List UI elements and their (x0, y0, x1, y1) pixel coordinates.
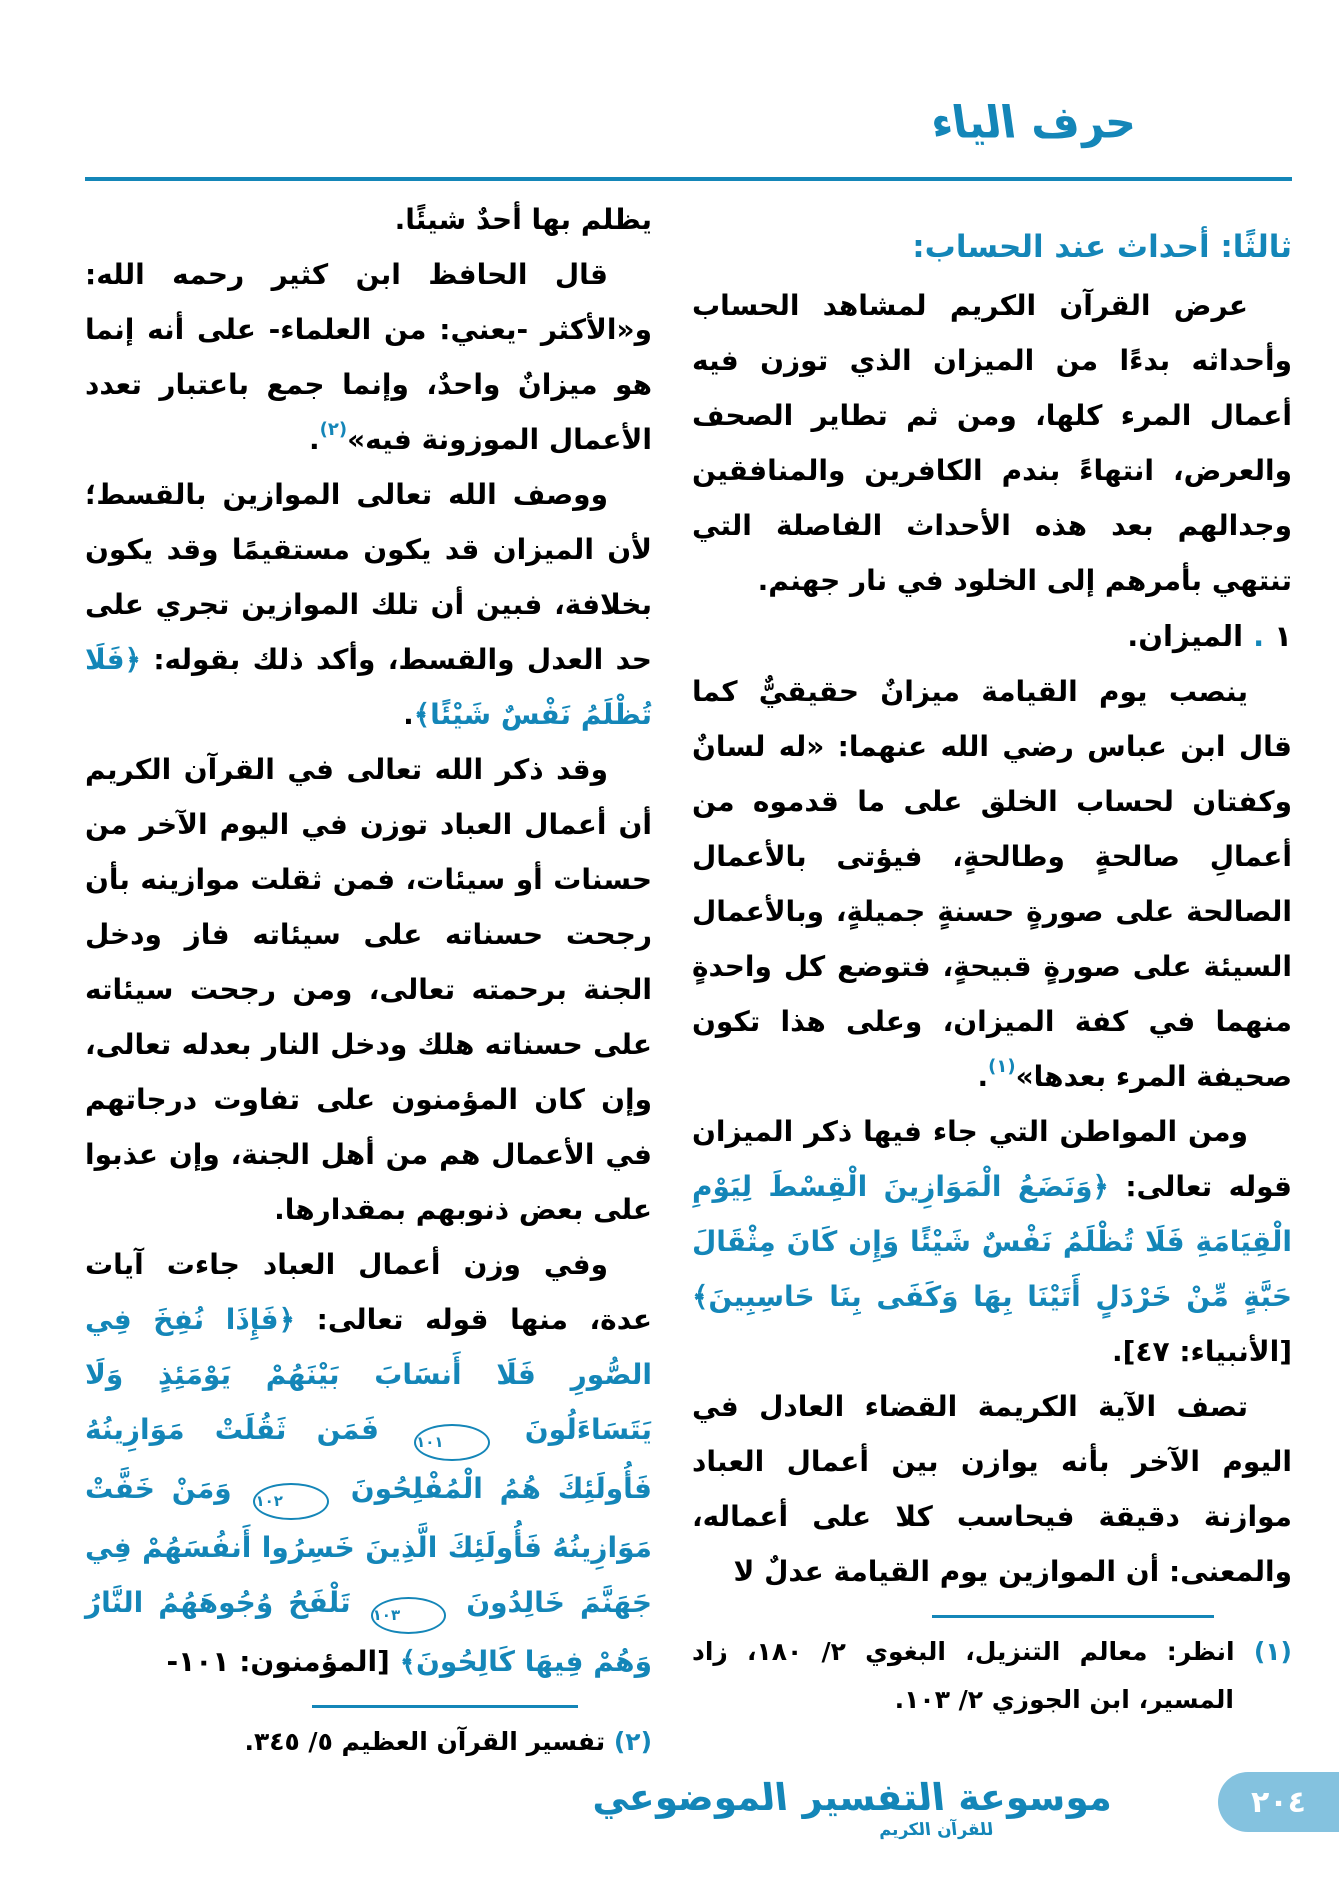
text-run: تصف الآية الكريمة القضاء العادل في اليوم الآخر بأنه يوازن بين أعمال العباد موازنة دقيقة فيحاسب كلا على أعماله، والمعنى: أن الموازين يوم القيامة عدلٌ لا (692, 1390, 1292, 1588)
section-heading: ثالثًا: أحداث عند الحساب: (912, 229, 1292, 265)
paragraph (692, 664, 1292, 1104)
logo-subtitle: للقرآن الكريم (877, 1819, 995, 1840)
text-run: . (308, 423, 320, 456)
text-run: . (977, 1060, 989, 1093)
footnote (85, 1718, 652, 1766)
footnote-rule (932, 1615, 1214, 1618)
text-run: (٢) (605, 1727, 652, 1756)
quran-verse: فَمَن ثَقُلَتْ مَوَازِينُهُ فَأُولَئِكَ هُمُ الْمُفْلِحُونَ (85, 1413, 653, 1505)
column-right (692, 192, 1292, 1766)
paragraph (85, 192, 652, 247)
text-run: [الأنبياء: ٤٧]. (1111, 1335, 1292, 1368)
text-run: يظلم بها أحدٌ شيئًا. (394, 203, 652, 236)
ayah-number-medallion: ١٠١ (414, 1424, 489, 1461)
paragraph (692, 278, 1292, 608)
paragraph (692, 1104, 1292, 1379)
publisher-logo (589, 1776, 1114, 1840)
text-run: ١ (1274, 619, 1292, 653)
subsection-heading (692, 608, 1292, 664)
text-run: (١) (1234, 1637, 1292, 1666)
header-rule (85, 177, 1292, 181)
ayah-number-medallion: ١٠٢ (253, 1483, 328, 1520)
footnote-ref: (١) (988, 1056, 1016, 1077)
text-run: انظر: معالم التنزيل، البغوي ٢/ ١٨٠، زاد المسير، ابن الجوزي ٢/ ١٠٣. (692, 1637, 1235, 1714)
logo-title: موسوعة التفسير الموضوعي (589, 1776, 1114, 1819)
footnote-rule (312, 1705, 578, 1708)
text-run: ووصف الله تعالى الموازين بالقسط؛ لأن الميزان قد يكون مستقيمًا وقد يكون بخلافة، فبين أن تلك الموازين تجري على حد العدل والقسط، وأكد ذلك بقوله: (85, 478, 652, 676)
text-run: . (1243, 619, 1275, 653)
text-run: وقد ذكر الله تعالى في القرآن الكريم أن أعمال العباد توزن في اليوم الآخر من حسنات أو سيئات، فمن ثقلت موازينه بأن رجحت حسناته على سيئاته فاز ودخل الجنة برحمته تعالى، ومن رجحت سيئاته على حسناته هلك ودخل النار بعدله تعالى، وإن كان المؤمنون على تفاوت درجاتهم في الأعمال هم من أهل الجنة، وإن عذبوا على بعض ذنوبهم بمقدارها. (85, 753, 652, 1226)
quran-verse: ﴿فَلَا تُظْلَمُ نَفْسٌ شَيْئًا﴾ (85, 643, 652, 731)
text-run: عرض القرآن الكريم لمشاهد الحساب وأحداثه بدءًا من الميزان الذي توزن فيه أعمال المرء كلها، ومن ثم تطاير الصحف والعرض، انتهاءً بندم الكافرين والمنافقين وجدالهم بعد هذه الأحداث الفاصلة التي تنتهي بأمرهم إلى الخلود في نار جهنم. (692, 289, 1292, 597)
footnote (692, 1628, 1292, 1724)
text-run: . (403, 698, 414, 731)
page-title: حرف الياء (927, 96, 1139, 149)
quran-verse: ﴿وَنَضَعُ الْمَوَازِينَ الْقِسْطَ لِيَوْمِ الْقِيَامَةِ فَلَا تُظْلَمُ نَفْسٌ شَيْئًا وَإِن كَانَ مِثْقَالَ حَبَّةٍ مِّنْ خَرْدَلٍ أَتَيْنَا بِهَا وَكَفَى بِنَا حَاسِبِينَ﴾ (692, 1170, 1292, 1313)
text-run: ينصب يوم القيامة ميزانٌ حقيقيٌّ كما قال ابن عباس رضي الله عنهما: «له لسانٌ وكفتان لحساب الخلق على ما قدموه من أعمالِ صالحةٍ وطالحةٍ، فيؤتى بالأعمال الصالحة على صورةٍ حسنةٍ جميلةٍ، وبالأعمال السيئة على صورةٍ قبيحةٍ، فتوضع كل واحدةٍ منهما في كفة الميزان، وعلى هذا تكون صحيفة المرء بعدها» (692, 675, 1292, 1093)
text-run: وفي وزن أعمال العباد جاءت آيات عدة، منها قوله تعالى: (85, 1248, 652, 1336)
quran-verse: وَمَنْ خَفَّتْ مَوَازِينُهُ فَأُولَئِكَ الَّذِينَ خَسِرُوا أَنفُسَهُمْ فِي جَهَنَّمَ خَالِدُونَ (85, 1472, 652, 1619)
text-run: ومن المواطن التي جاء فيها ذكر الميزان قوله تعالى: (692, 1115, 1292, 1203)
paragraph (85, 742, 652, 1237)
paragraph (692, 1379, 1292, 1599)
text-run: قال الحافظ ابن كثير رحمه الله: و«الأكثر -يعني: من العلماء- على أنه إنما هو ميزانٌ واحدٌ، وإنما جمع باعتبار تعدد الأعمال الموزونة فيه» (85, 258, 652, 456)
text-columns (85, 192, 1292, 1766)
column-left (85, 192, 652, 1766)
page-number-badge (1218, 1772, 1339, 1832)
paragraph (85, 247, 652, 467)
text-run: الميزان. (1127, 619, 1244, 653)
text-run: [المؤمنون: ١٠١- (166, 1645, 400, 1678)
paragraph (85, 467, 652, 742)
text-run: تفسير القرآن العظيم ٥/ ٣٤٥. (244, 1727, 606, 1756)
footnote-ref: (٢) (319, 419, 348, 440)
quran-verse: تَلْفَحُ وُجُوهَهُمُ النَّارُ وَهُمْ فِيهَا كَالِحُونَ﴾ (85, 1586, 652, 1678)
paragraph (85, 1237, 652, 1689)
page-number: ٢٠٤ (1251, 1784, 1306, 1820)
ayah-number-medallion: ١٠٣ (371, 1597, 446, 1634)
quran-verse: ﴿فَإِذَا نُفِخَ فِي الصُّورِ فَلَا أَنسَابَ بَيْنَهُمْ يَوْمَئِذٍ وَلَا يَتَسَاءَلُونَ (85, 1303, 652, 1446)
